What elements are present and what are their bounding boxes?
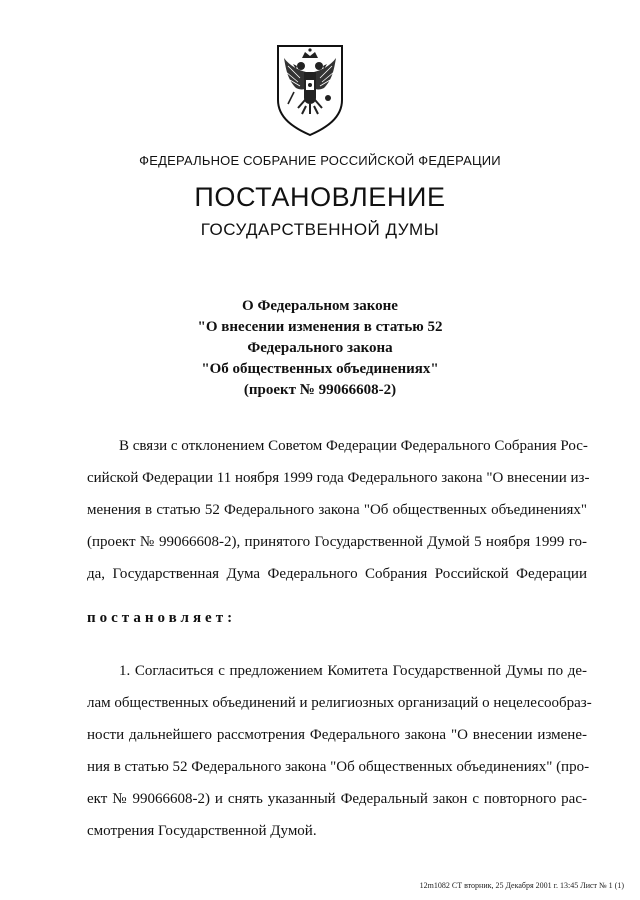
paragraph-line: (проект № 99066608-2), принятого Государственной Думой 5 ноября 1999 го- (87, 534, 587, 550)
paragraph-line: менения в статью 52 Федерального закона "Об общественных объединениях" (87, 502, 587, 518)
decree-word: постановляет: (87, 610, 237, 626)
document-subject (0, 296, 640, 401)
document-type-title: ПОСТАНОВЛЕНИЕ (194, 182, 446, 212)
subject-line: "Об общественных объединениях" (201, 361, 439, 377)
paragraph-line: лам общественных объединений и религиозных организаций о нецелесообраз- (87, 695, 592, 711)
subject-line: (проект № 99066608-2) (243, 382, 397, 398)
paragraph-line: смотрения Государственной Думой. (87, 823, 317, 839)
paragraph-line: ности дальнейшего рассмотрения Федерального закона "О внесении измене- (87, 727, 587, 743)
subject-line: Федерального закона (247, 340, 393, 356)
paragraph-line: 1. Согласиться с предложением Комитета Государственной Думы по де- (119, 663, 587, 679)
coat-of-arms-icon (272, 42, 348, 138)
paragraph-line: да, Государственная Дума Федерального Собрания Российской Федерации (87, 566, 587, 582)
paragraph-line: ния в статью 52 Федерального закона "Об общественных объединениях" (про- (87, 759, 590, 775)
resolution-item-1 (87, 655, 592, 847)
paragraph-line: В связи с отклонением Советом Федерации Федерального Собрания Рос- (119, 438, 588, 454)
print-footer: 12m1082 СТ вторник, 25 Декабря 2001 г. 13:45 Лист № 1 (1) (419, 881, 624, 890)
preamble-paragraph (87, 430, 590, 590)
issuing-authority: ГОСУДАРСТВЕННОЙ ДУМЫ (200, 220, 440, 239)
paragraph-line: сийской Федерации 11 ноября 1999 года Федерального закона "О внесении из- (87, 470, 590, 486)
paragraph-line: ект № 99066608-2) и снять указанный Федеральный закон с повторного рас- (87, 791, 587, 807)
subject-line: "О внесении изменения в статью 52 (197, 319, 443, 335)
assembly-title: ФЕДЕРАЛЬНОЕ СОБРАНИЕ РОССИЙСКОЙ ФЕДЕРАЦИИ (139, 153, 501, 168)
subject-line: О Федеральном законе (242, 298, 398, 314)
